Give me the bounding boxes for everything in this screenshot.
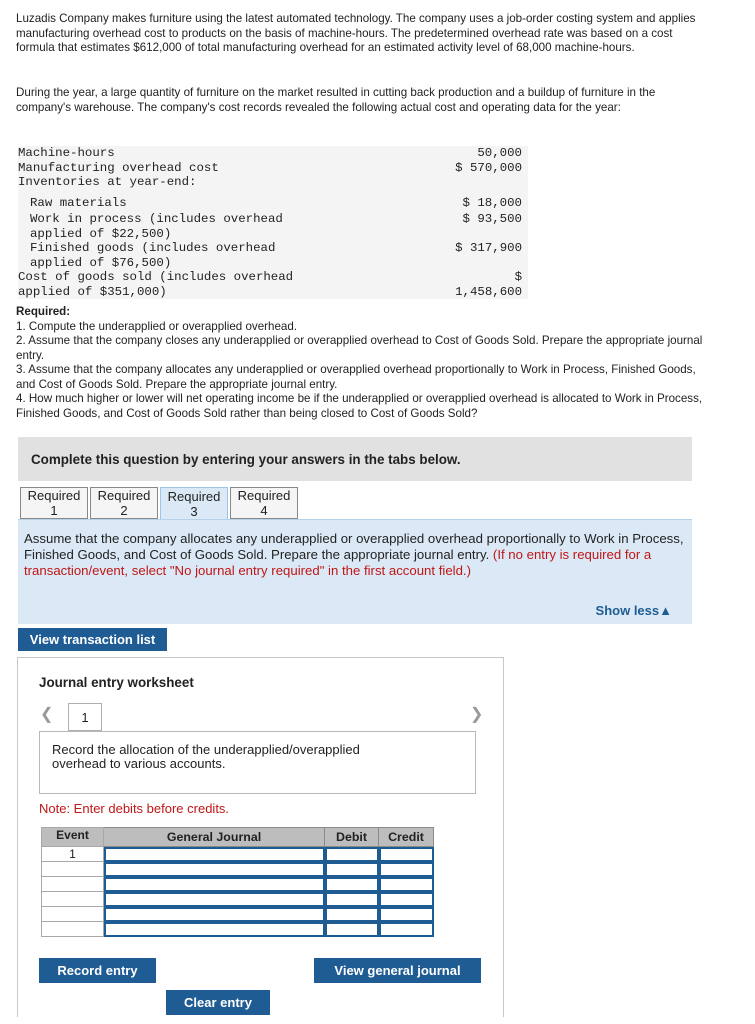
account-input[interactable] xyxy=(104,892,325,907)
entry-description-box xyxy=(39,731,476,794)
instructions-panel xyxy=(18,519,692,624)
row-value: $ 18,000 xyxy=(462,195,522,210)
col-header-debit: Debit xyxy=(325,828,379,847)
account-input[interactable] xyxy=(104,862,325,877)
table-row xyxy=(18,175,528,190)
account-input[interactable] xyxy=(104,877,325,892)
chevron-left-icon[interactable]: ❮ xyxy=(40,706,54,723)
credit-input[interactable] xyxy=(379,877,434,892)
clear-entry-button[interactable]: Clear entry xyxy=(166,990,270,1015)
problem-context: During the year, a large quantity of furniture on the market resulted in cutting back production and a buildup of furniture in the company's warehouse. The company's cost records revealed the following actual cost and operating data for the year: xyxy=(16,86,656,114)
row-value: $ 570,000 xyxy=(455,160,522,175)
view-general-journal-button[interactable]: View general journal xyxy=(314,958,481,983)
tab-number: 2 xyxy=(120,503,128,518)
account-input[interactable] xyxy=(104,847,325,862)
instructions-text xyxy=(24,531,684,579)
debit-input[interactable] xyxy=(325,877,379,892)
journal-row xyxy=(42,907,434,922)
credit-input[interactable] xyxy=(379,862,434,877)
tab-label: Required xyxy=(237,488,291,503)
tab-required-4[interactable] xyxy=(230,487,298,519)
credit-input[interactable] xyxy=(379,907,434,922)
view-transaction-list-button[interactable]: View transaction list xyxy=(18,628,167,651)
tab-required-2[interactable] xyxy=(90,487,158,519)
row-value: $ 317,900 xyxy=(455,241,522,255)
problem-intro: Luzadis Company makes furniture using the latest automated technology. The company uses a job-order costing system and applies manufacturing overhead cost to products on the basis of machine-hours. The predetermined overhead rate was based on a cost formula that estimates $612,000 of total manufacturing overhead for an estimated activity level of 68,000 machine-hours. xyxy=(16,12,696,55)
journal-table xyxy=(41,827,434,937)
account-input[interactable] xyxy=(104,907,325,922)
event-cell xyxy=(42,892,104,907)
row-label: Inventories at year-end: xyxy=(18,175,197,189)
required-item: 4. How much higher or lower will net operating income be if the underapplied or overapplied overhead is allocated to Work in Process, Finished Goods, and Cost of Goods Sold rather than being closed to Cost of Goods Sold? xyxy=(16,392,703,420)
row-label: Finished goods (includes overhead applied of $76,500) xyxy=(30,241,276,270)
tab-number: 4 xyxy=(260,503,268,518)
instructions-main: Assume that the company allocates any underapplied or overapplied overhead proportionally to Work in Process, Finished Goods, and Cost of Goods Sold. Prepare the appropriate journal entry. xyxy=(24,531,684,562)
account-input[interactable] xyxy=(104,922,325,937)
row-label: Work in process (includes overhead applied of $22,500) xyxy=(30,212,283,241)
tab-label: Required xyxy=(27,488,81,503)
col-header-event: Event xyxy=(42,828,104,847)
col-header-credit: Credit xyxy=(379,828,434,847)
worksheet-title: Journal entry worksheet xyxy=(39,675,194,690)
event-cell xyxy=(42,907,104,922)
journal-row xyxy=(42,922,434,937)
debit-input[interactable] xyxy=(325,892,379,907)
chevron-right-icon[interactable]: ❯ xyxy=(470,706,484,723)
row-value: $ 1,458,600 xyxy=(455,270,522,299)
required-section xyxy=(16,305,711,421)
entry-page-number[interactable]: 1 xyxy=(68,703,102,731)
row-label: Cost of goods sold (includes overhead applied of $351,000) xyxy=(18,270,294,299)
credit-input[interactable] xyxy=(379,847,434,862)
debit-input[interactable] xyxy=(325,922,379,937)
record-entry-button[interactable]: Record entry xyxy=(39,958,156,983)
required-item: 3. Assume that the company allocates any underapplied or overapplied overhead proportionally to Work in Process, Finished Goods, and Cost of Goods Sold. Prepare the appropriate journal entry. xyxy=(16,363,696,391)
entry-description: Record the allocation of the underapplied/overapplied overhead to various accounts. xyxy=(52,742,360,771)
debit-input[interactable] xyxy=(325,862,379,877)
show-less-link[interactable]: Show less▲ xyxy=(595,603,672,618)
credit-input[interactable] xyxy=(379,892,434,907)
table-row xyxy=(18,146,528,161)
table-row xyxy=(18,270,528,299)
row-label: Machine-hours xyxy=(18,146,115,160)
row-value xyxy=(402,175,528,190)
tab-number: 1 xyxy=(50,503,58,518)
row-value: $ 93,500 xyxy=(462,212,522,226)
event-cell xyxy=(42,862,104,877)
journal-row xyxy=(42,862,434,877)
journal-row xyxy=(42,877,434,892)
table-row xyxy=(18,241,528,270)
event-cell: 1 xyxy=(42,847,104,862)
row-value: 50,000 xyxy=(477,146,522,160)
tab-number: 3 xyxy=(190,503,198,519)
instructions-note: (If no entry is required for a transaction/event, select "No journal entry required" in the first account field.) xyxy=(24,547,652,578)
tab-label: Required xyxy=(167,488,221,504)
required-title: Required: xyxy=(16,305,71,318)
debits-note: Note: Enter debits before credits. xyxy=(39,801,230,816)
event-cell xyxy=(42,922,104,937)
tab-required-3[interactable] xyxy=(160,487,228,519)
debit-input[interactable] xyxy=(325,907,379,922)
col-header-general-journal: General Journal xyxy=(104,828,325,847)
tab-label: Required xyxy=(97,488,151,503)
required-tabs xyxy=(20,487,298,519)
required-item: 2. Assume that the company closes any underapplied or overapplied overhead to Cost of Goods Sold. Prepare the appropriate journal entry. xyxy=(16,334,703,362)
required-item: 1. Compute the underapplied or overapplied overhead. xyxy=(16,319,298,333)
table-row xyxy=(18,212,528,241)
journal-row xyxy=(42,847,434,862)
cost-data-table xyxy=(18,146,528,299)
row-label: Raw materials xyxy=(30,195,127,210)
table-row xyxy=(18,161,528,176)
event-cell xyxy=(42,877,104,892)
tab-required-1[interactable] xyxy=(20,487,88,519)
journal-row xyxy=(42,892,434,907)
debit-input[interactable] xyxy=(325,847,379,862)
table-row xyxy=(18,196,528,211)
row-label: Manufacturing overhead cost xyxy=(18,160,219,175)
instructions-banner: Complete this question by entering your answers in the tabs below. xyxy=(18,437,692,481)
journal-header-row xyxy=(42,828,434,847)
credit-input[interactable] xyxy=(379,922,434,937)
